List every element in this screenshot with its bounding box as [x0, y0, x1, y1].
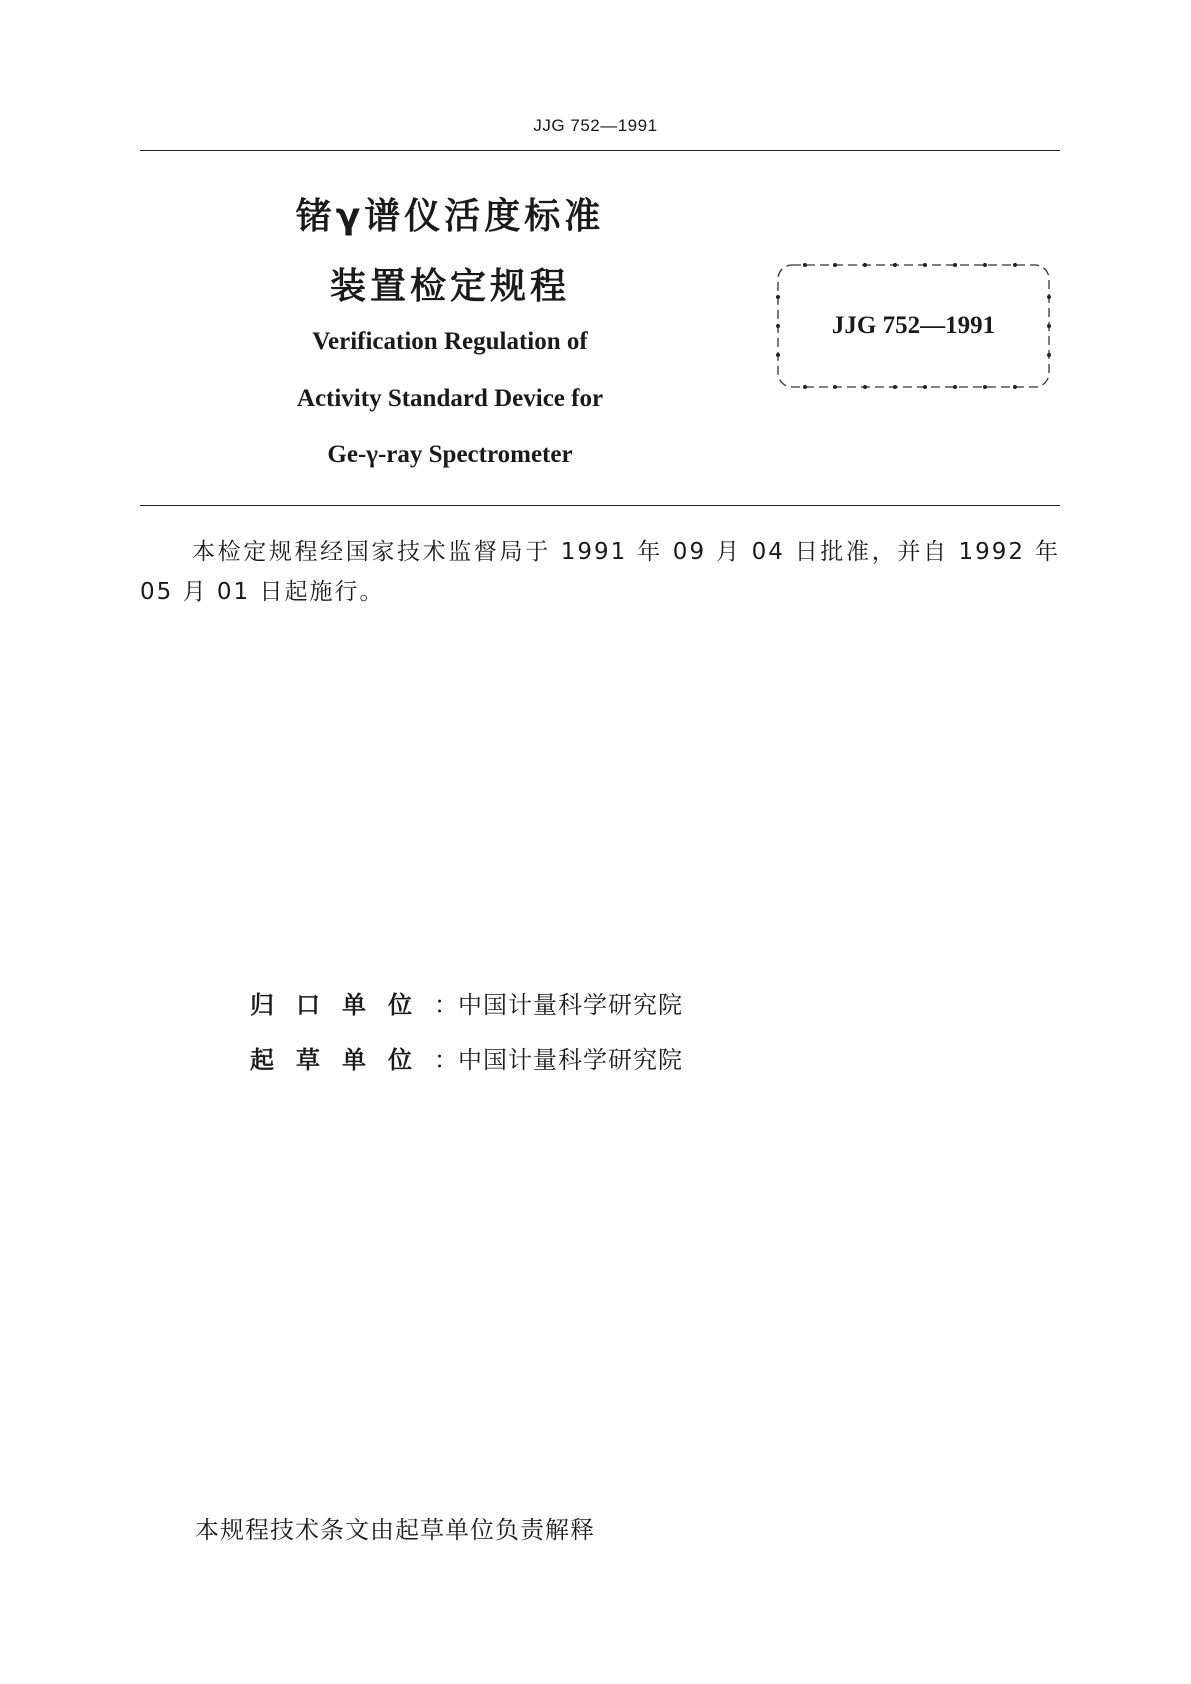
header-standard-code: JJG 752—1991	[533, 116, 658, 135]
chinese-title-line-2: 装置检定规程	[329, 266, 570, 307]
centralized-unit-label: 归口单位	[250, 991, 434, 1019]
english-title-line-3: Ge-γ-ray Spectrometer	[327, 441, 573, 468]
centralized-unit-colon: ：	[434, 991, 458, 1019]
english-title-line-1: Verification Regulation of	[312, 328, 588, 355]
drafting-unit-label: 起草单位	[250, 1046, 434, 1074]
drafting-unit-colon: ：	[434, 1046, 458, 1074]
drafting-unit-value: 中国计量科学研究院	[458, 1046, 683, 1074]
approval-statement: 本检定规程经国家技术监督局于 1991 年 09 月 04 日批准，并自 1992 年 05 月 01 日起施行。	[140, 539, 1060, 605]
drafting-unit-row	[250, 1040, 683, 1075]
centralized-unit-row	[250, 985, 683, 1020]
centralized-unit-value: 中国计量科学研究院	[458, 991, 683, 1019]
standard-code-box-text: JJG 752—1991	[831, 312, 996, 339]
middle-divider	[140, 505, 1060, 506]
interpretation-note: 本规程技术条文由起草单位负责解释	[195, 1516, 595, 1544]
english-title-line-2: Activity Standard Device for	[296, 385, 604, 412]
standard-code-box	[775, 262, 1052, 390]
top-divider	[140, 150, 1060, 151]
chinese-title-line-1: 锗γ谱仪活度标准	[295, 196, 605, 237]
